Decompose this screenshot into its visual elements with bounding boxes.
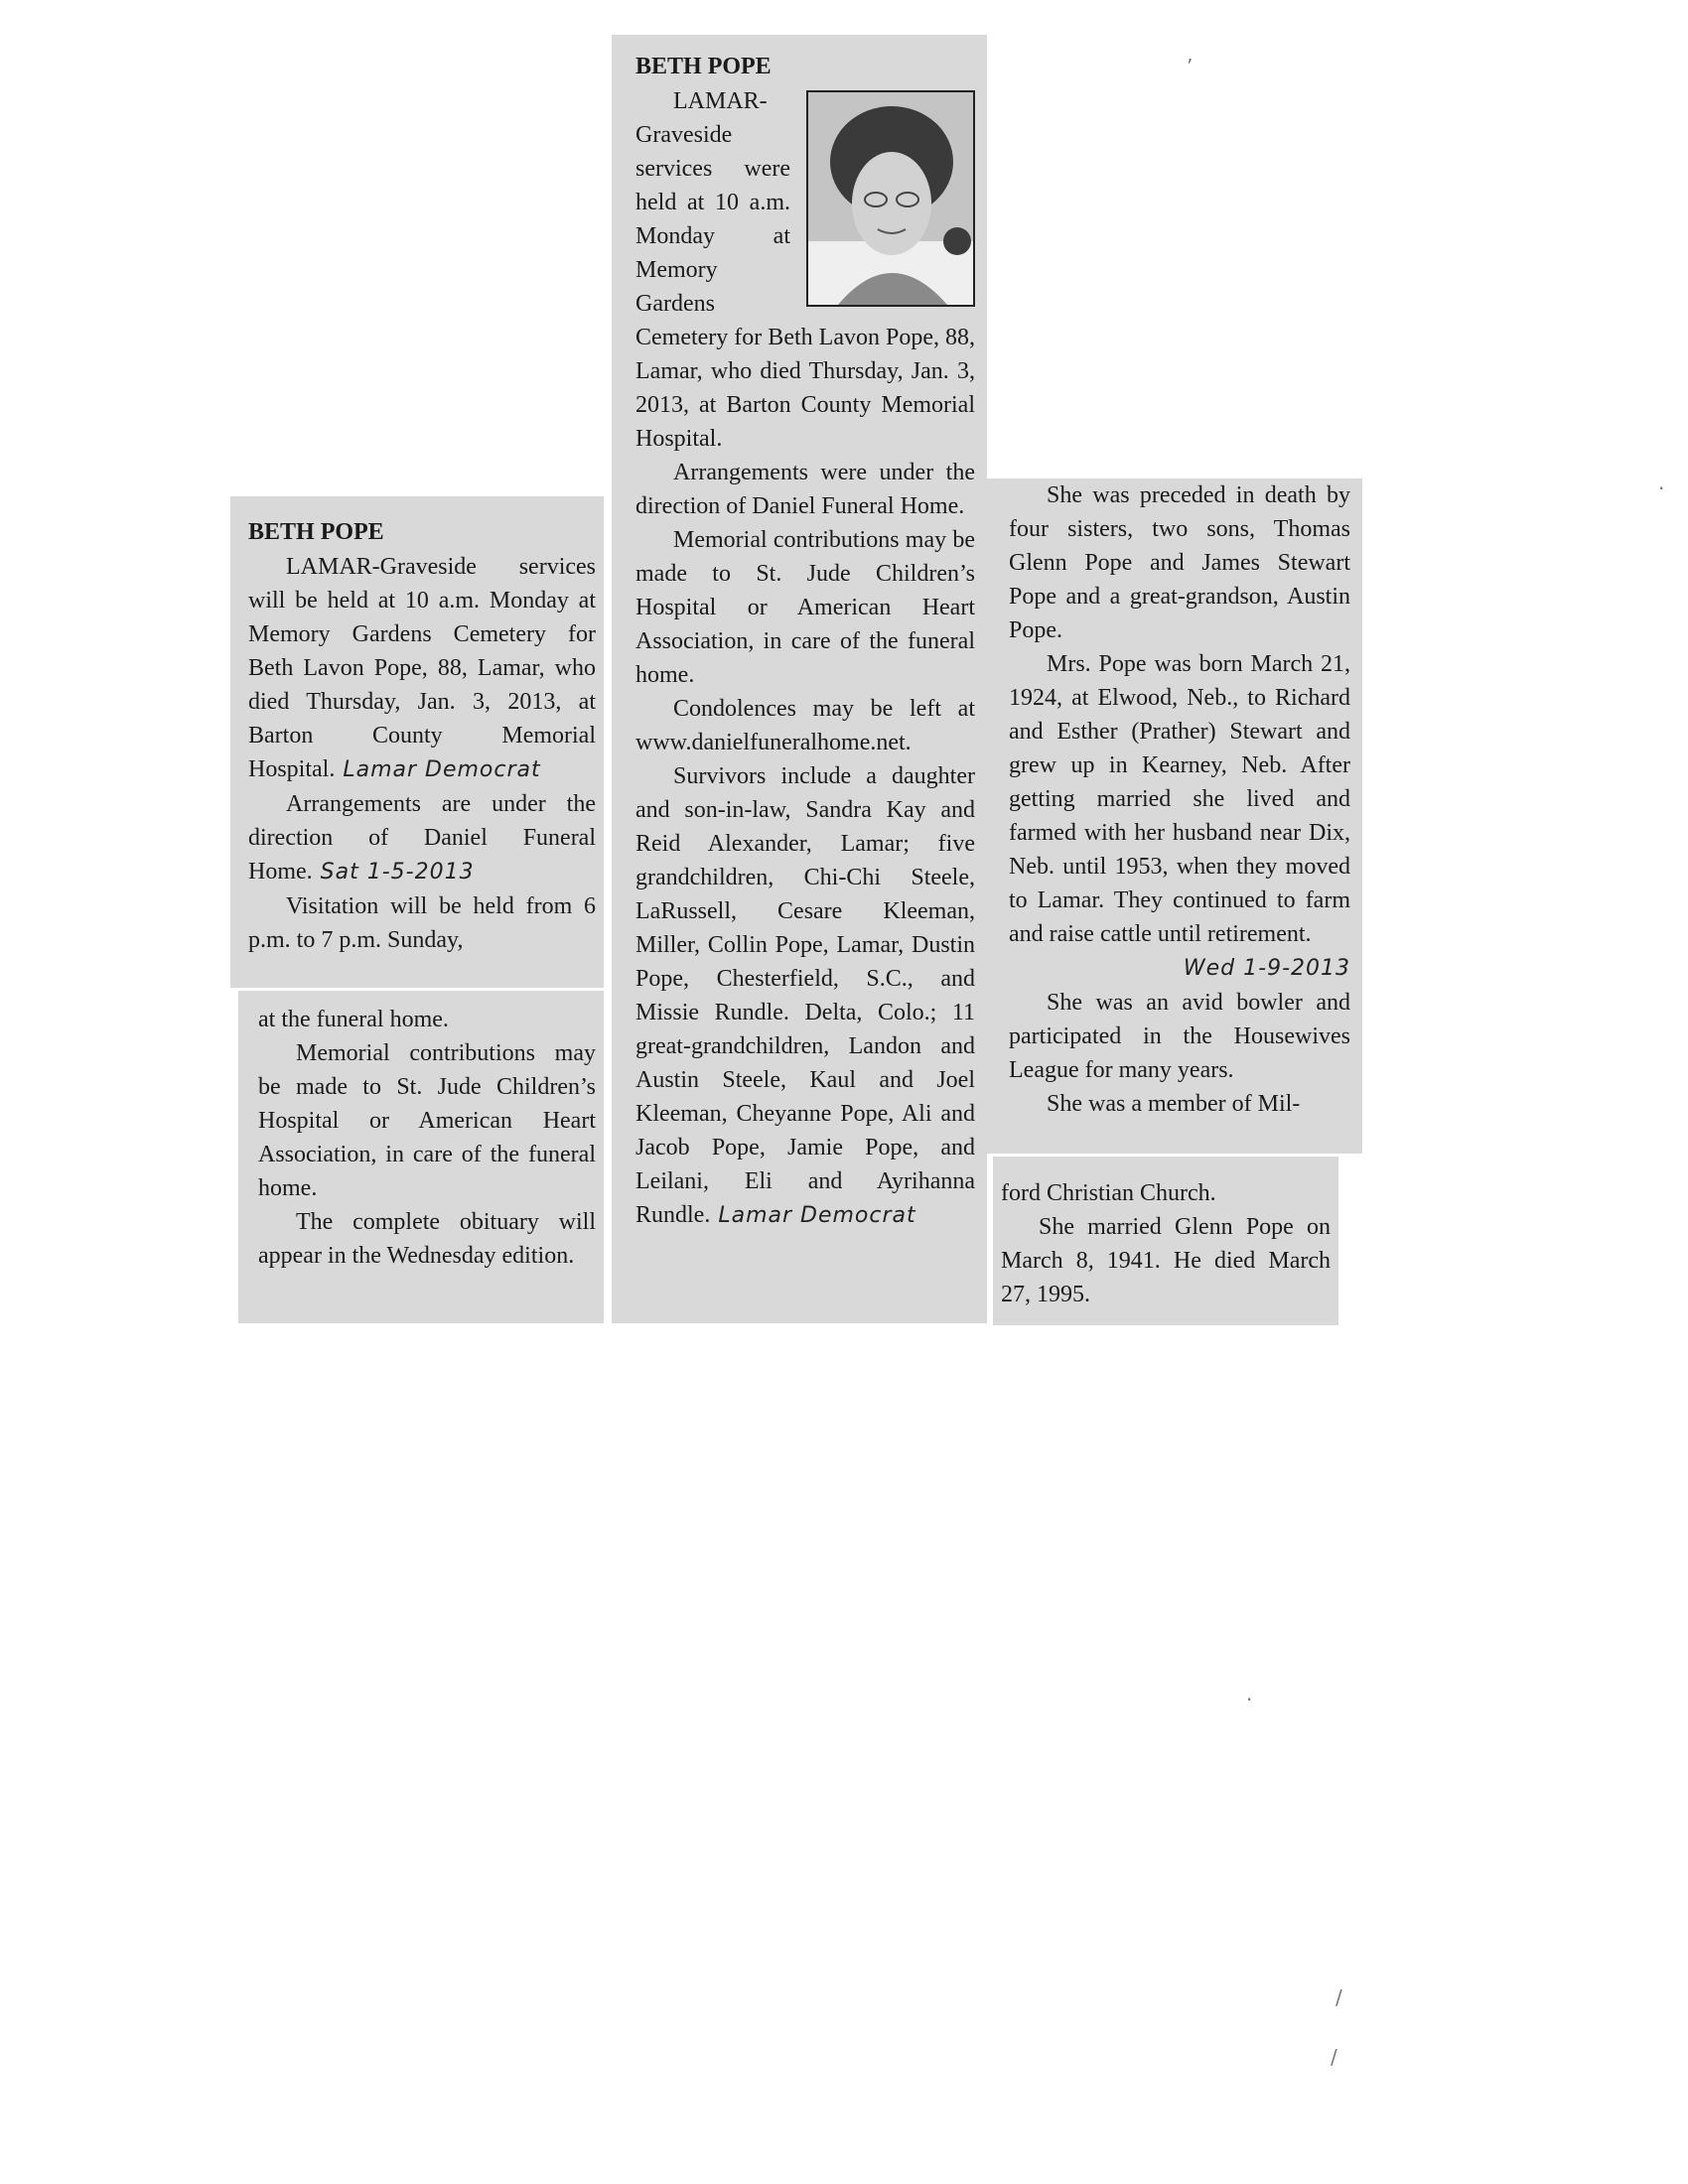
right-clipping-top — [987, 478, 1362, 1154]
center-para-4: Condolences may be left at www.danielfuneralhome.net. — [635, 696, 975, 755]
left-clipping-bottom — [238, 991, 604, 1323]
scan-speck: · — [1658, 477, 1665, 500]
right-para-1: She was preceded in death by four sisters, two sons, Thomas Glenn Pope and James Stewart Pope and a great-grandson, Austin Pope. — [1009, 482, 1350, 643]
center-para-2: Arrangements were under the direction of Daniel Funeral Home. — [635, 460, 975, 519]
portrait-photo-image — [808, 92, 973, 305]
center-clipping — [612, 35, 987, 1323]
left-para-1: LAMAR-Graveside services will be held at 10 a.m. Monday at Memory Gardens Cemetery for Beth Lavon Pope, 88, Lamar, who died Thursday, Jan. 3, 2013, at Barton County Memorial Hospital. — [248, 554, 596, 782]
center-headline: BETH POPE — [635, 54, 772, 79]
left-para-6: The complete obituary will appear in the Wednesday edition. — [258, 1209, 596, 1269]
center-para-3: Memorial contributions may be made to St. Jude Children’s Hospital or American Heart Association, in care of the funeral home. — [635, 527, 975, 688]
left-clipping-top — [230, 496, 604, 988]
left-para-2: Arrangements are under the direction of Daniel Funeral Home. — [248, 791, 596, 885]
right-handwritten-date: Wed 1-9-2013 — [1183, 956, 1350, 981]
portrait-photo — [806, 90, 975, 307]
left-headline: BETH POPE — [248, 519, 384, 545]
right-para-5: ford Christian Church. — [1001, 1180, 1216, 1206]
right-para-4: She was a member of Mil- — [1047, 1091, 1301, 1117]
left-handwritten-note-1: Lamar Democrat — [343, 757, 541, 782]
scan-speck: / — [1336, 1985, 1342, 2009]
right-para-2: Mrs. Pope was born March 21, 1924, at Elwood, Neb., to Richard and Esther (Prather) Stewart and grew up in Kearney, Neb. After getting married she lived and farmed with her husband near Dix, Neb. until 1953, when they moved to Lamar. They continued to farm and raise cattle until retirement. — [1009, 651, 1350, 947]
left-handwritten-date: Sat 1-5-2013 — [320, 860, 475, 885]
right-clipping-bottom — [993, 1157, 1338, 1325]
left-para-3: Visitation will be held from 6 p.m. to 7 p.m. Sunday, — [248, 893, 596, 953]
scan-speck: ’ — [1187, 55, 1194, 78]
right-para-3: She was an avid bowler and participated in the Housewives League for many years. — [1009, 990, 1350, 1083]
center-handwritten-note: Lamar Democrat — [718, 1203, 916, 1228]
center-para-5: Survivors include a daughter and son-in-law, Sandra Kay and Reid Alexander, Lamar; five grandchildren, Chi-Chi Steele, LaRussell, Cesare Kleeman, Miller, Collin Pope, Lamar, Dustin Pope, Chesterfield, S.C., and Missie Rundle. Delta, Colo.; 11 great-grandchildren, Landon and Austin Steele, Kaul and Joel Kleeman, Cheyanne Pope, Ali and Jacob Pope, Jamie Pope, and Leilani, Eli and Ayrihanna Rundle. — [635, 763, 975, 1228]
left-para-4: at the funeral home. — [258, 1007, 449, 1032]
scan-speck: · — [1246, 1688, 1253, 1711]
right-para-6: She married Glenn Pope on March 8, 1941. He died March 27, 1995. — [1001, 1214, 1331, 1307]
center-para-1: LAMAR-Graveside services were held at 10 a.m. Monday at Memory Gardens Cemetery for Beth Lavon Pope, 88, Lamar, who died Thursday, Jan. 3, 2013, at Barton County Memorial Hospital. — [635, 88, 975, 452]
scan-speck: / — [1331, 2045, 1337, 2069]
left-para-5: Memorial contributions may be made to St. Jude Children’s Hospital or American Heart Association, in care of the funeral home. — [258, 1040, 596, 1201]
